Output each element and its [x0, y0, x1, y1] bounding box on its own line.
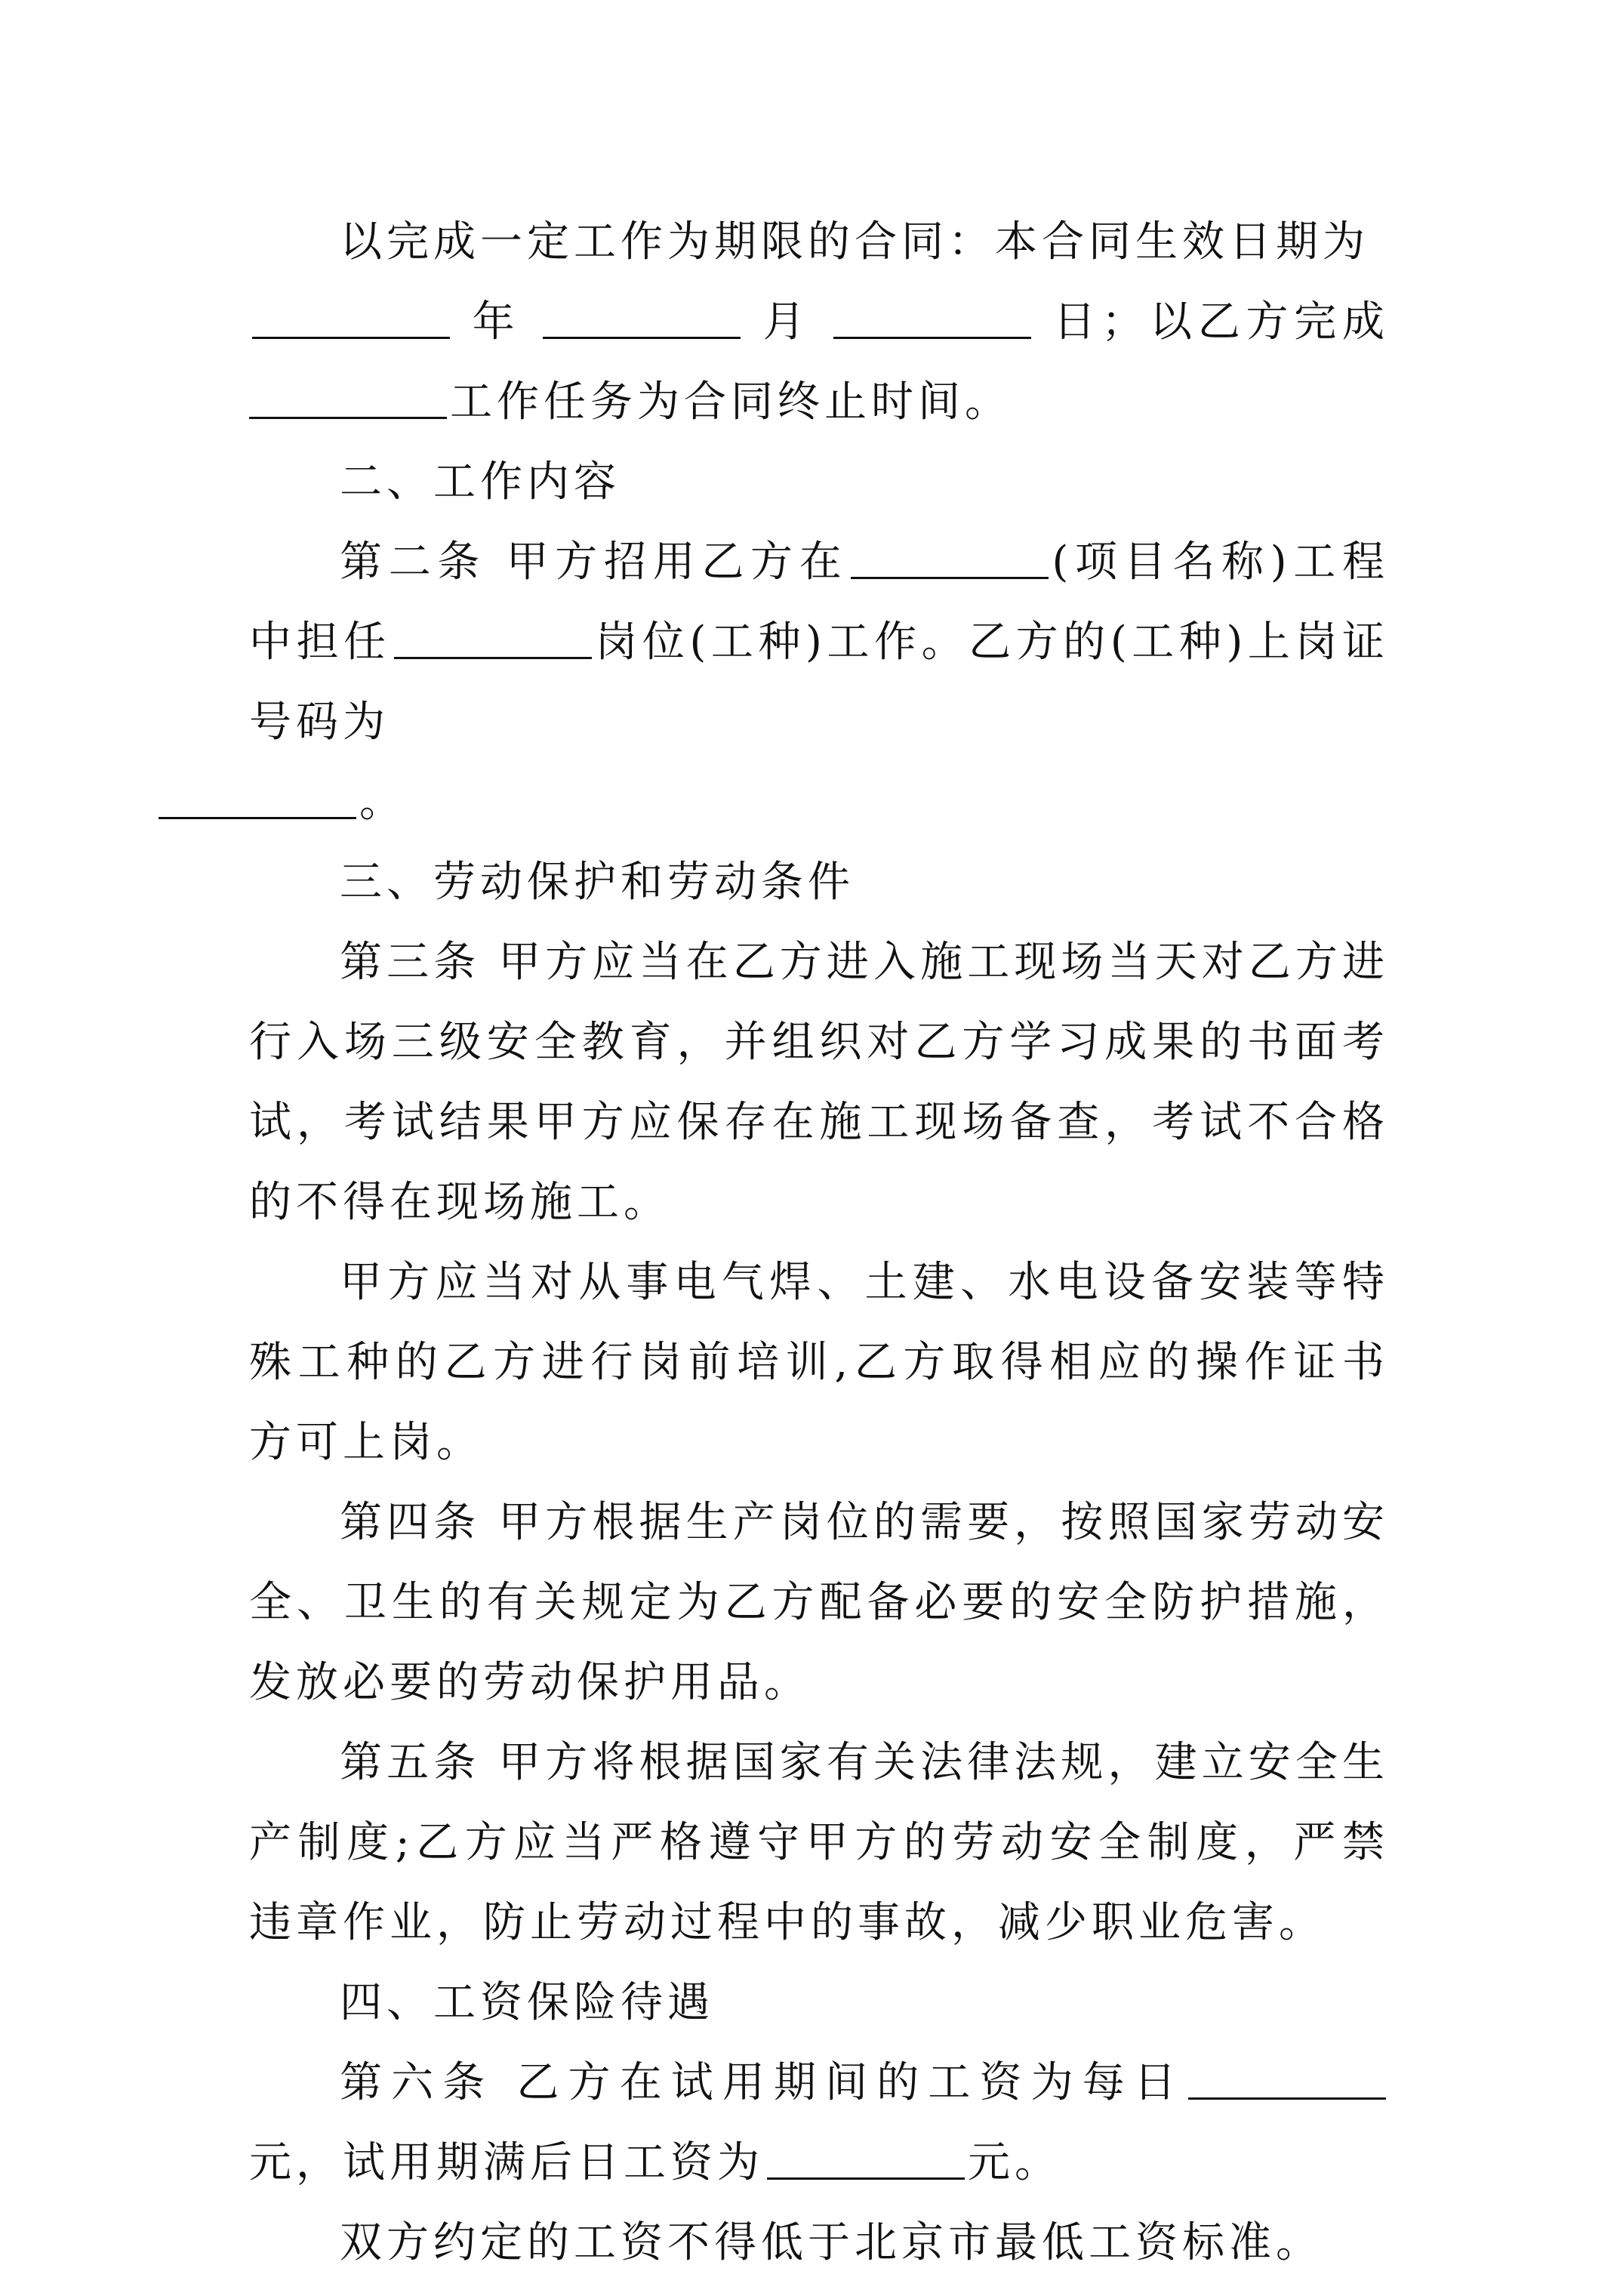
month-blank [543, 336, 741, 339]
article-2-text-b: (项目名称)工程中担任 [249, 538, 1389, 667]
year-blank [252, 336, 450, 339]
probation-wage-blank [1188, 2097, 1386, 2100]
certificate-number-blank [159, 816, 356, 819]
daily-wage-blank [767, 2177, 965, 2180]
article-6-text-b: 元，试用期满后日工资为 [249, 2138, 764, 2187]
article-6 [249, 2043, 1389, 2203]
minimum-wage-clause: 双方约定的工资不得低于北京市最低工资标准。 [340, 2218, 1323, 2267]
effective-date-text: 以完成一定工作为期限的合同：本合同生效日期为 [340, 217, 1369, 267]
section-heading-2: 二、工作内容 [340, 458, 621, 507]
article-2-text-d: 。 [359, 778, 406, 827]
article-2 [249, 522, 1389, 843]
section-heading-3: 三、劳动保护和劳动条件 [340, 858, 855, 907]
task-blank [249, 416, 447, 419]
document-body [249, 202, 1389, 2283]
section-heading-4: 四、工资保险待遇 [340, 1978, 714, 2027]
article-3-special-training: 甲方应当对从事电气焊、土建、水电设备安装等特殊工种的乙方进行岗前培训,乙方取得相应的操作证书方可上岗。 [249, 1258, 1389, 1467]
date-fields-line [249, 282, 1389, 362]
article-3: 第三条 甲方应当在乙方进入施工现场当天对乙方进行入场三级安全教育，并组织对乙方学习成果的书面考试，考试结果甲方应保存在施工现场备查，考试不合格的不得在现场施工。 [249, 938, 1389, 1227]
position-blank [394, 656, 592, 659]
article-6-text-c: 元。 [968, 2138, 1061, 2187]
termination-text: 工作任务为合同终止时间。 [450, 378, 1012, 427]
year-label: 年 [472, 297, 521, 347]
article-2-text-c: 岗位(工种)工作。乙方的(工种)上岗证号码为 [249, 618, 1390, 747]
termination-line [249, 362, 1389, 442]
month-label: 月 [762, 297, 812, 347]
article-4: 第四条 甲方根据生产岗位的需要，按照国家劳动安全、卫生的有关规定为乙方配备必要的安全防护措施，发放必要的劳动保护用品。 [249, 1498, 1389, 1707]
project-name-blank [851, 576, 1049, 579]
day-label: 日；以乙方完成 [1053, 297, 1390, 347]
day-blank [833, 336, 1031, 339]
effective-date-line [249, 202, 1389, 282]
article-5: 第五条 甲方将根据国家有关法律法规，建立安全生产制度;乙方应当严格遵守甲方的劳动安全制度，严禁违章作业，防止劳动过程中的事故，减少职业危害。 [249, 1738, 1389, 1947]
article-6-text-a: 第六条 乙方在试用期间的工资为每日 [340, 2058, 1185, 2107]
article-2-text-a: 第二条 甲方招用乙方在 [340, 538, 848, 587]
